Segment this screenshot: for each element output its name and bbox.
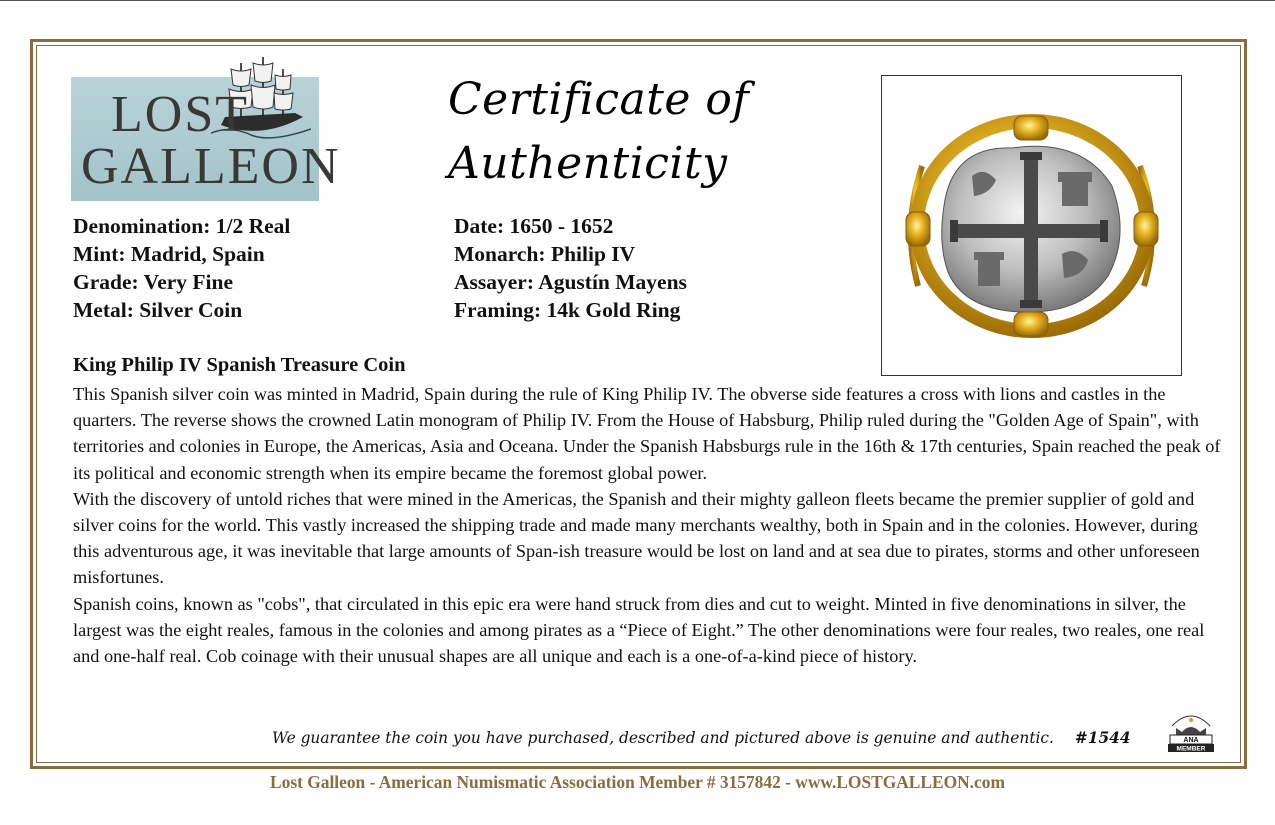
logo-text-lost: LOST	[111, 86, 249, 143]
certificate-number: #1544	[1074, 729, 1131, 747]
ana-member-badge-icon	[1152, 706, 1230, 752]
badge-ana-text: ANA	[1183, 737, 1199, 744]
lost-galleon-logo	[71, 77, 341, 201]
logo-text-galleon: GALLEON	[81, 138, 341, 195]
coin-specs-left	[73, 212, 290, 324]
spec-monarch: Monarch: Philip IV	[454, 242, 636, 266]
guarantee-text: We guarantee the coin you have purchased, described and pictured above is genuine and authentic.	[272, 729, 1054, 747]
spec-framing: Framing: 14k Gold Ring	[454, 298, 681, 322]
spec-grade: Grade: Very Fine	[73, 270, 234, 294]
certificate-title-line1: Certificate of	[448, 74, 750, 125]
spec-denomination: Denomination: 1/2 Real	[73, 214, 291, 238]
spec-metal: Metal: Silver Coin	[73, 298, 243, 322]
coin-ring-image	[882, 76, 1181, 375]
spec-mint: Mint: Madrid, Spain	[73, 242, 265, 266]
description-title: King Philip IV Spanish Treasure Coin	[73, 354, 406, 376]
certificate-title	[448, 68, 828, 196]
description-paragraph: With the discovery of untold riches that were mined in the Americas, the Spanish and their mighty galleon fleets became the premier supplier of gold and silver coins for the world. This vastly increased the shipping trade and made many merchants wealthy, both in Spain and in the colonies. However, during this adventurous age, it was inevitable that large amounts of Span-ish treasure would be lost on land and at sea due to pirates, storms and other unforeseen misfortunes.	[73, 488, 1200, 588]
coin-ring-photo	[881, 75, 1182, 376]
certificate-title-line2: Authenticity	[448, 138, 728, 189]
badge-member-text: MEMBER	[1176, 745, 1206, 752]
spec-assayer: Assayer: Agustín Mayens	[454, 270, 687, 294]
description-body	[73, 381, 1223, 669]
guarantee-statement	[272, 729, 1131, 747]
description-paragraph: This Spanish silver coin was minted in Madrid, Spain during the rule of King Philip IV. The obverse side features a cross with lions and castles in the quarters. The reverse shows the crowned Latin monogram of Philip IV. From the House of Habsburg, Philip ruled during the "Golden Age of Spain", with territories and colonies in Europe, the Americas, Asia and Oceana. Under the Spanish Habsburgs rule in the 16th & 17th centuries, Spain reached the peak of its political and economic strength when its empire became the foremost global power.	[73, 384, 1221, 483]
top-divider	[0, 0, 1275, 1]
coin-specs-right	[454, 212, 687, 324]
description-paragraph: Spanish coins, known as "cobs", that circulated in this epic era were hand struck from dies and cut to weight. Minted in five denominations in silver, the largest was the eight reales, famous in the colonies and among pirates as a “Piece of Eight.” The other denominations were four reales, two reales, one real and one-half real. Cob coinage with their unusual shapes are all unique and each is a one-of-a-kind piece of history.	[73, 593, 1205, 667]
spec-date: Date: 1650 - 1652	[454, 214, 614, 238]
footer-contact: Lost Galleon - American Numismatic Association Member # 3157842 - www.LOSTGALLEON.com	[270, 772, 1005, 792]
